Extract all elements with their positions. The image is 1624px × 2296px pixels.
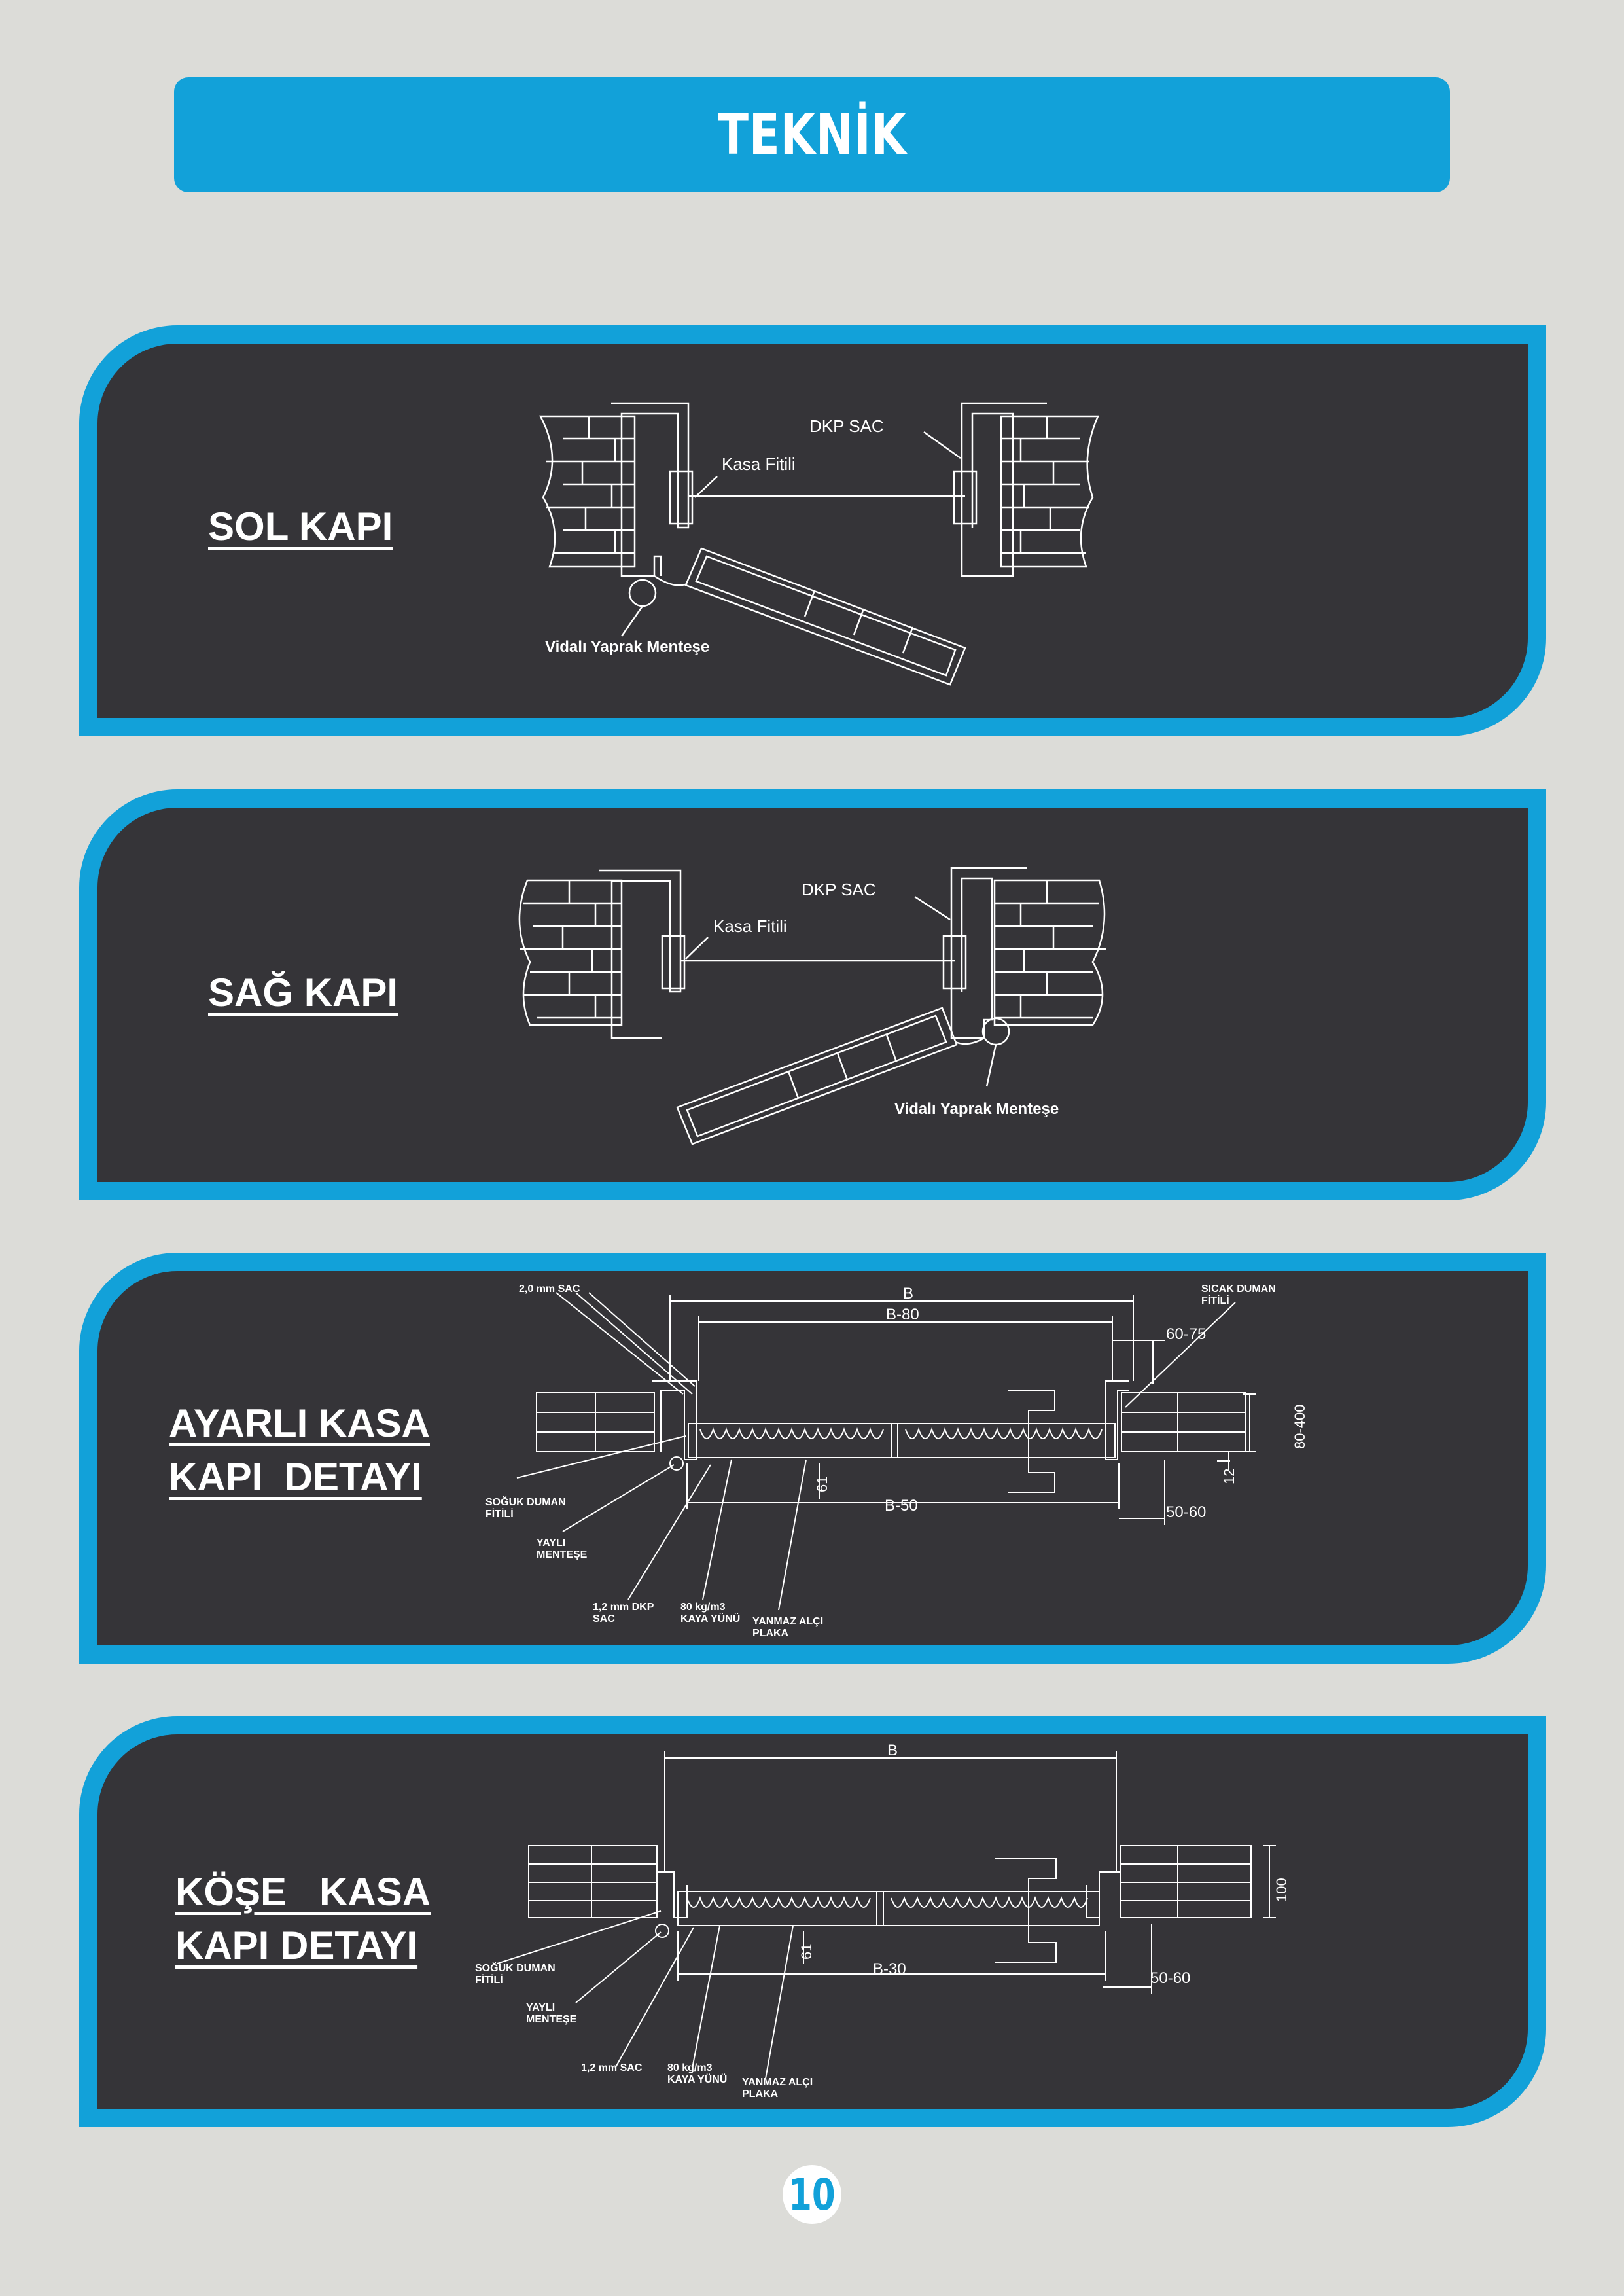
kose-yayli-1: YAYLI [526,2002,556,2013]
kose-kasa-label-1: KÖŞE KASA [175,1870,431,1914]
ayarli-dim-6075: 60-75 [1166,1325,1207,1343]
kose-alci-1: YANMAZ ALÇI [742,2077,813,2088]
kose-yayli-2: MENTEŞE [526,2014,577,2025]
ayarli-sicak-1: SICAK DUMAN [1201,1283,1276,1295]
kose-alci-2: PLAKA [742,2089,779,2100]
page-number: 10 [788,2169,836,2220]
kose-soguk-1: SOĞUK DUMAN [475,1963,556,1974]
page-title: TEKNİK [717,102,907,168]
ayarli-kasa-label-1: AYARLI KASA [169,1401,430,1445]
ayarli-soguk-2: FİTİLİ [485,1509,514,1520]
ayarli-kaya-2: KAYA YÜNÜ [680,1613,741,1624]
sag-fitil-label: Kasa Fitili [713,916,787,936]
ayarli-kasa-label-2: KAPI DETAYI [169,1455,422,1499]
ayarli-alci-1: YANMAZ ALÇI [752,1616,824,1627]
sol-kapi-label: SOL KAPI [208,505,393,548]
ayarli-sac-top: 2,0 mm SAC [519,1283,580,1295]
ayarli-dim-12: 12 [1221,1468,1237,1484]
ayarli-alci-2: PLAKA [752,1628,789,1639]
kose-soguk-2: FİTİLİ [475,1975,503,1986]
kose-dim-61: 61 [798,1943,815,1960]
kose-dim-5060: 50-60 [1150,1969,1191,1987]
kose-dim-100: 100 [1273,1878,1290,1902]
sol-mentese-label: Vidalı Yaprak Menteşe [545,638,710,656]
sag-mentese-label: Vidalı Yaprak Menteşe [894,1100,1059,1118]
page-number-badge [783,2165,841,2224]
ayarli-dim-b: B [903,1285,914,1302]
ayarli-soguk-1: SOĞUK DUMAN [485,1497,566,1508]
ayarli-dim-b50: B-50 [885,1497,918,1515]
sol-fitil-label: Kasa Fitili [722,454,796,474]
ayarli-yayli-1: YAYLI [537,1537,566,1549]
kose-kasa-label-2: KAPI DETAYI [175,1924,418,1967]
kose-dim-b: B [887,1742,898,1759]
kose-dim-b30: B-30 [873,1960,906,1978]
ayarli-dim-5060: 50-60 [1166,1503,1207,1521]
sag-dkp-label: DKP SAC [802,880,876,899]
ayarli-sicak-2: FİTİLİ [1201,1295,1229,1306]
kose-kaya-2: KAYA YÜNÜ [667,2074,728,2085]
sag-kapi-label: SAĞ KAPI [208,971,398,1014]
ayarli-dim-61: 61 [814,1476,830,1492]
sol-dkp-label: DKP SAC [809,416,884,436]
kose-sac: 1,2 mm SAC [581,2062,643,2073]
ayarli-kaya-1: 80 kg/m3 [680,1602,726,1613]
ayarli-dkp-1: 1,2 mm DKP [593,1602,654,1613]
kose-kaya-1: 80 kg/m3 [667,2062,713,2073]
ayarli-dim-80400: 80-400 [1292,1404,1308,1449]
ayarli-dkp-2: SAC [593,1613,615,1624]
ayarli-dim-b80: B-80 [886,1306,919,1323]
ayarli-yayli-2: MENTEŞE [537,1549,588,1560]
